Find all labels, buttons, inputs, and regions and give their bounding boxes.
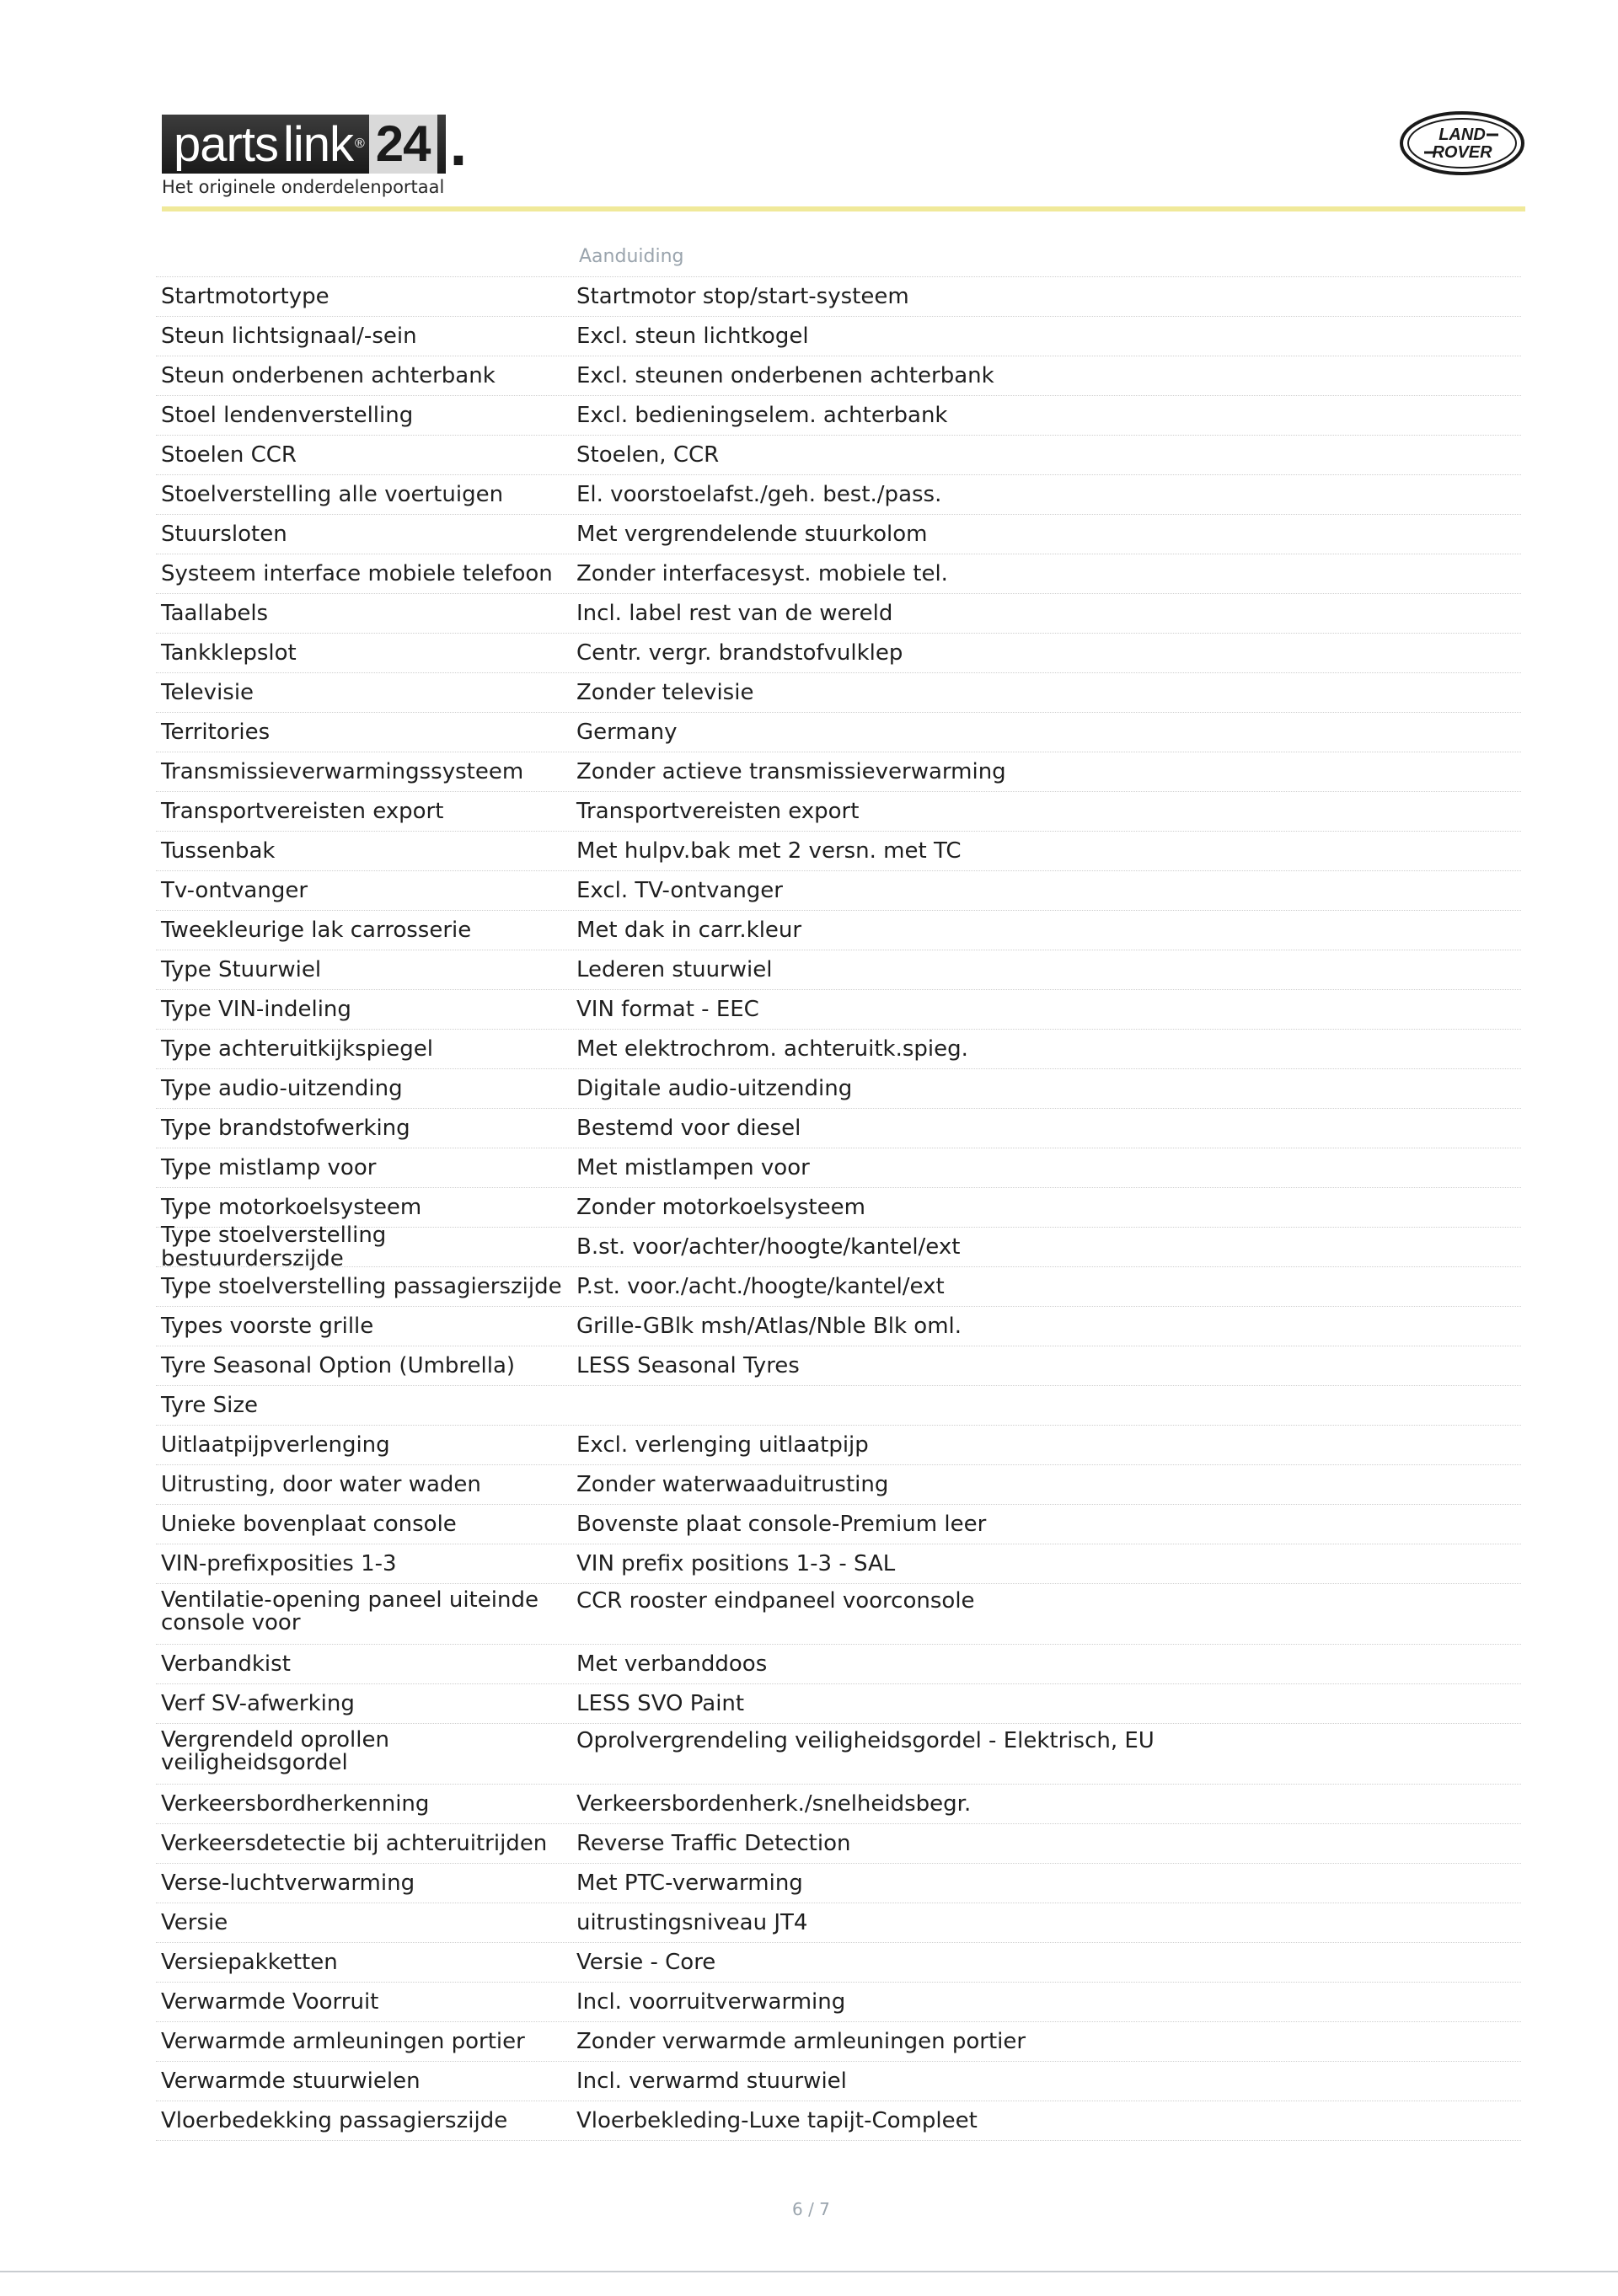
table-row (156, 950, 1521, 990)
row-label: Type stoelverstelling passagierszijde (161, 1274, 562, 1299)
row-label: Stoelen CCR (161, 442, 297, 468)
table-row (156, 1188, 1521, 1228)
row-value: Excl. TV-ontvanger (576, 878, 783, 903)
row-value: Bestemd voor diesel (576, 1116, 801, 1141)
row-value: Met mistlampen voor (576, 1155, 810, 1180)
row-label: Ventilatie-opening paneel uiteinde console voor (161, 1587, 538, 1635)
table-row (156, 673, 1521, 713)
table-row (156, 1684, 1521, 1724)
table-row (156, 1864, 1521, 1903)
row-value: LESS Seasonal Tyres (576, 1353, 800, 1378)
page-header (162, 110, 1525, 211)
table-row (156, 2062, 1521, 2101)
table-row (156, 1109, 1521, 1148)
table-row (156, 1426, 1521, 1465)
row-label: Tankklepslot (161, 640, 297, 666)
row-value: Incl. label rest van de wereld (576, 601, 893, 626)
row-label: Steun onderbenen achterbank (161, 363, 496, 388)
row-value: Zonder verwarmde armleuningen portier (576, 2029, 1026, 2054)
row-label: Taallabels (161, 601, 269, 626)
row-label: Type VIN-indeling (161, 997, 351, 1022)
tagline: Het originele onderdelenportaal (162, 177, 445, 197)
row-value: B.st. voor/achter/hoogte/kantel/ext (576, 1234, 961, 1260)
row-label: Stuursloten (161, 522, 287, 547)
row-label: Vergrendeld oprollen veiligheidsgordel (161, 1727, 389, 1775)
table-row (156, 832, 1521, 871)
row-value: Reverse Traffic Detection (576, 1831, 851, 1856)
row-value: El. voorstoelafst./geh. best./pass. (576, 482, 942, 507)
row-label: Tussenbak (161, 838, 276, 864)
row-label: Versie (161, 1910, 228, 1935)
table-row (156, 1346, 1521, 1386)
table-row (156, 1584, 1521, 1645)
row-value: Germany (576, 720, 678, 745)
row-label: Type achteruitkijkspiegel (161, 1036, 434, 1062)
row-value: Met dak in carr.kleur (576, 918, 802, 943)
logo-text-rover: ROVER (1432, 143, 1492, 162)
table-row (156, 1223, 1521, 1271)
row-label: Unieke bovenplaat console (161, 1512, 457, 1537)
table-row (156, 1983, 1521, 2022)
logo-registered-mark: ® (354, 136, 364, 151)
table-row (156, 1724, 1521, 1785)
row-value: Zonder waterwaaduitrusting (576, 1472, 889, 1497)
row-label: Vloerbedekking passagierszijde (161, 2108, 508, 2133)
row-label: Type Stuurwiel (161, 957, 322, 982)
row-value: Zonder actieve transmissieverwarming (576, 759, 1006, 784)
row-value: VIN prefix positions 1-3 - SAL (576, 1551, 896, 1576)
table-row (156, 1903, 1521, 1943)
table-row (156, 594, 1521, 634)
table-row (156, 871, 1521, 911)
logo-word-link: link (282, 116, 353, 172)
row-label: Tweekleurige lak carrosserie (161, 918, 472, 943)
table-row (156, 396, 1521, 436)
table-header (156, 243, 1521, 277)
row-value: Incl. verwarmd stuurwiel (576, 2069, 847, 2094)
row-label: Verse-luchtverwarming (161, 1871, 415, 1896)
row-value: Excl. steunen onderbenen achterbank (576, 363, 994, 388)
logo-word-parts: parts (174, 116, 278, 172)
row-value: Lederen stuurwiel (576, 957, 773, 982)
row-label: Type motorkoelsysteem (161, 1195, 422, 1220)
table-row (156, 1505, 1521, 1544)
table-row (156, 1148, 1521, 1188)
table-row (156, 1943, 1521, 1983)
logo-text-land: LAND (1439, 126, 1486, 144)
row-label: Stoel lendenverstelling (161, 403, 414, 428)
row-value: Digitale audio-uitzending (576, 1076, 853, 1101)
row-label: Verwarmde Voorruit (161, 1989, 379, 2015)
row-label: Versiepakketten (161, 1950, 338, 1975)
row-value: Zonder motorkoelsysteem (576, 1195, 865, 1220)
row-label: Steun lichtsignaal/-sein (161, 324, 417, 349)
row-value: Met elektrochrom. achteruitk.spieg. (576, 1036, 968, 1062)
row-label: Verwarmde stuurwielen (161, 2069, 421, 2094)
row-label: Verwarmde armleuningen portier (161, 2029, 525, 2054)
row-label: Type brandstofwerking (161, 1116, 410, 1141)
table-row (156, 554, 1521, 594)
row-label: Tyre Size (161, 1393, 258, 1418)
column-header-aanduiding: Aanduiding (579, 246, 684, 267)
row-value: Excl. steun lichtkogel (576, 324, 809, 349)
table-row (156, 752, 1521, 792)
row-value: Zonder interfacesyst. mobiele tel. (576, 561, 948, 586)
row-value: Oprolvergrendeling veiligheidsgordel - Elektrisch, EU (576, 1728, 1155, 1753)
row-label: Startmotortype (161, 284, 329, 309)
table-row (156, 1645, 1521, 1684)
row-value: uitrustingsniveau JT4 (576, 1910, 808, 1935)
row-label: Verbandkist (161, 1651, 291, 1677)
table-row (156, 1267, 1521, 1307)
row-label: Tv-ontvanger (161, 878, 308, 903)
row-label: Territories (161, 720, 271, 745)
row-value: Excl. bedieningselem. achterbank (576, 403, 948, 428)
row-value: Incl. voorruitverwarming (576, 1989, 846, 2015)
header-rule (162, 206, 1525, 211)
table-row (156, 792, 1521, 832)
table-row (156, 911, 1521, 950)
row-label: Type audio-uitzending (161, 1076, 403, 1101)
row-label: Types voorste grille (161, 1314, 374, 1339)
bottom-rule (0, 2271, 1618, 2272)
table-row (156, 515, 1521, 554)
row-value: Met vergrendelende stuurkolom (576, 522, 928, 547)
row-value: Bovenste plaat console-Premium leer (576, 1512, 987, 1537)
table-row (156, 1030, 1521, 1069)
row-value: Startmotor stop/start-systeem (576, 284, 909, 309)
row-value: Verkeersbordenherk./snelheidsbegr. (576, 1791, 972, 1817)
row-value: Met hulpv.bak met 2 versn. met TC (576, 838, 962, 864)
page-number: 6 / 7 (792, 2199, 830, 2219)
table-row (156, 713, 1521, 752)
table-row (156, 1307, 1521, 1346)
table-row (156, 2022, 1521, 2062)
table-row (156, 1465, 1521, 1505)
specification-table (156, 243, 1521, 2141)
row-value: Versie - Core (576, 1950, 716, 1975)
row-label: Uitlaatpijpverlenging (161, 1432, 390, 1458)
row-value: VIN format - EEC (576, 997, 759, 1022)
row-label: Type stoelverstelling bestuurderszijde (161, 1223, 387, 1271)
row-value: Stoelen, CCR (576, 442, 720, 468)
row-label: Stoelverstelling alle voertuigen (161, 482, 504, 507)
row-label: Verkeersbordherkenning (161, 1791, 430, 1817)
row-value: Vloerbekleding-Luxe tapijt-Compleet (576, 2108, 978, 2133)
table-row (156, 356, 1521, 396)
row-value: Excl. verlenging uitlaatpijp (576, 1432, 869, 1458)
table-row (156, 277, 1521, 317)
row-label: Transmissieverwarmingssysteem (161, 759, 524, 784)
table-row (156, 1785, 1521, 1824)
row-label: Tyre Seasonal Option (Umbrella) (161, 1353, 516, 1378)
table-row (156, 1386, 1521, 1426)
row-value: P.st. voor./acht./hoogte/kantel/ext (576, 1274, 945, 1299)
row-value: Transportvereisten export (576, 799, 860, 824)
partslink24-logo (162, 115, 469, 178)
row-label: Uitrusting, door water waden (161, 1472, 481, 1497)
table-row (156, 475, 1521, 515)
table-row (156, 1069, 1521, 1109)
land-rover-logo (1399, 110, 1525, 177)
row-value: Zonder televisie (576, 680, 754, 705)
row-label: Transportvereisten export (161, 799, 444, 824)
table-row (156, 634, 1521, 673)
logo-number: 24 (369, 115, 437, 174)
row-label: Televisie (161, 680, 254, 705)
row-label: VIN-prefixposities 1-3 (161, 1551, 397, 1576)
table-row (156, 1544, 1521, 1584)
row-value: Met verbanddoos (576, 1651, 768, 1677)
table-row (156, 317, 1521, 356)
row-value: CCR rooster eindpaneel voorconsole (576, 1588, 975, 1614)
row-label: Type mistlamp voor (161, 1155, 377, 1180)
table-row (156, 436, 1521, 475)
table-row (156, 2101, 1521, 2141)
row-value: Grille-GBlk msh/Atlas/Nble Blk oml. (576, 1314, 962, 1339)
table-row (156, 1824, 1521, 1864)
logo-wordmark (162, 115, 446, 174)
row-label: Verkeersdetectie bij achteruitrijden (161, 1831, 548, 1856)
table-row (156, 990, 1521, 1030)
row-label: Systeem interface mobiele telefoon (161, 561, 553, 586)
row-value: LESS SVO Paint (576, 1691, 745, 1716)
logo-dot: . (448, 119, 469, 178)
row-value: Met PTC-verwarming (576, 1871, 803, 1896)
table-body (156, 277, 1521, 2141)
row-label: Verf SV-afwerking (161, 1691, 355, 1716)
row-value: Centr. vergr. brandstofvulklep (576, 640, 903, 666)
